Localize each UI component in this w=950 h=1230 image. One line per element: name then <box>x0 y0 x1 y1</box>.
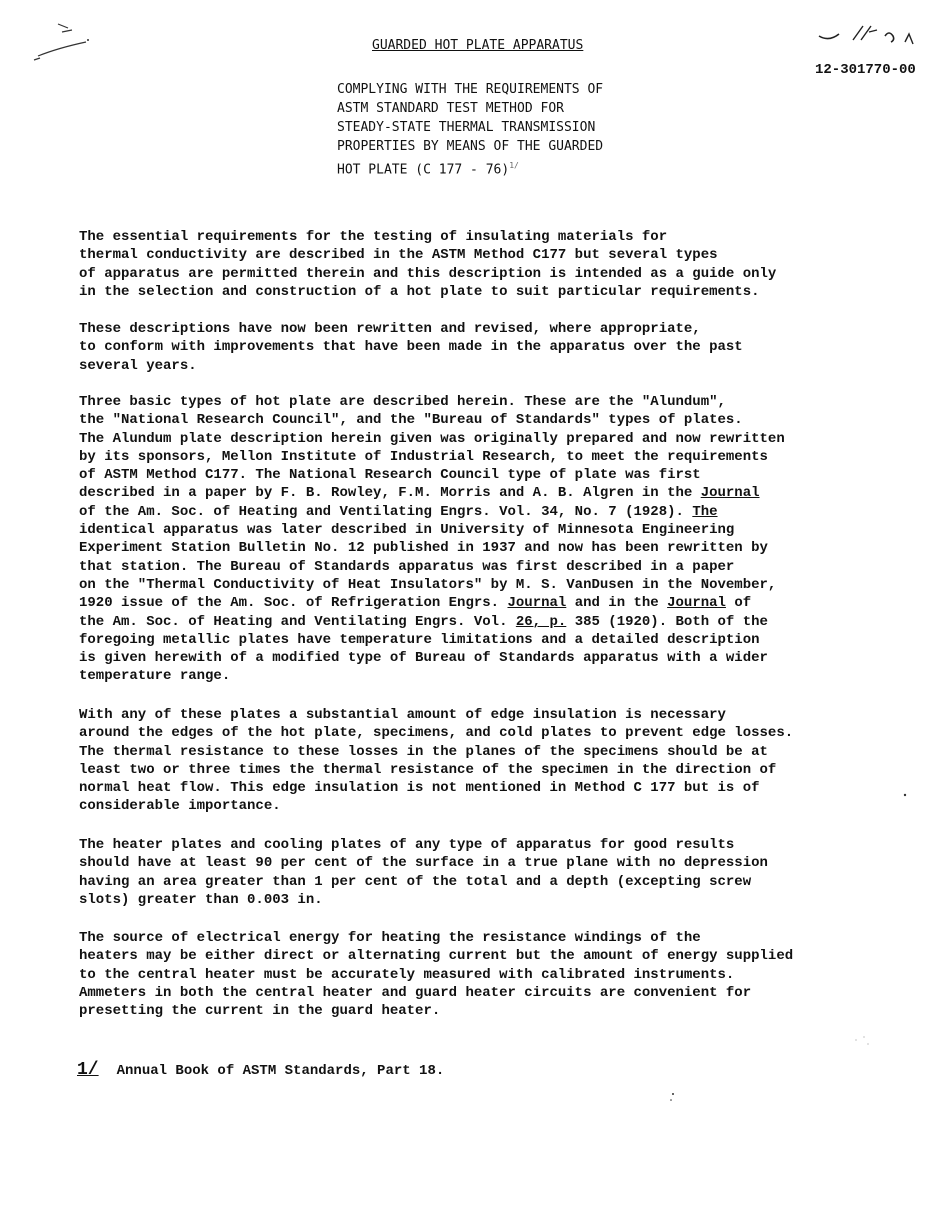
paragraph-line: thermal conductivity are described in the ASTM Method C177 but several types <box>79 247 718 264</box>
paragraph-line: heaters may be either direct or alternating current but the amount of energy supplied <box>79 948 794 965</box>
paragraph-line: around the edges of the hot plate, specimens, and cold plates to prevent edge losses. <box>79 725 794 742</box>
paragraph-line: the "National Research Council", and the "Bureau of Standards" types of plates. <box>79 412 743 429</box>
paragraph-line: temperature range. <box>79 668 231 685</box>
paragraph-line: considerable importance. <box>79 798 281 815</box>
paragraph-line: of the Am. Soc. of Heating and Ventilating Engrs. Vol. 34, No. 7 (1928). The <box>79 503 718 520</box>
paragraph-line: The heater plates and cooling plates of any type of apparatus for good results <box>79 837 735 853</box>
underlined-reference: Journal <box>507 595 567 612</box>
paragraph-line: should have at least 90 per cent of the surface in a true plane with no depression <box>79 855 768 872</box>
footnote-text: Annual Book of ASTM Standards, Part 18. <box>116 1063 445 1079</box>
paragraph-line: is given herewith of a modified type of Bureau of Standards apparatus with a wider <box>79 650 768 667</box>
paragraph-line: With any of these plates a substantial amount of edge insulation is necessary <box>79 707 726 723</box>
subtitle-footnote-mark: 1/ <box>509 161 519 170</box>
scan-speck <box>900 790 910 800</box>
subtitle-line: STEADY-STATE THERMAL TRANSMISSION <box>337 120 596 135</box>
paragraph-line: several years. <box>79 357 197 374</box>
paragraph-line: These descriptions have now been rewritten and revised, where appropriate, <box>79 321 701 337</box>
underlined-reference: Journal <box>700 485 760 502</box>
paragraph-line: to the central heater must be accurately measured with calibrated instruments. <box>79 966 735 983</box>
paragraph-5 <box>79 836 879 909</box>
paragraph-2 <box>79 320 879 375</box>
paragraph-line: in the selection and construction of a hot plate to suit particular requirements. <box>79 283 760 300</box>
paragraph-1 <box>79 228 879 301</box>
stray-pen-mark <box>28 18 98 66</box>
subtitle-line: ASTM STANDARD TEST METHOD FOR <box>337 101 564 116</box>
paragraph-line: that station. The Bureau of Standards apparatus was first described in a paper <box>79 558 735 575</box>
paragraph-line: on the "Thermal Conductivity of Heat Insulators" by M. S. VanDusen in the November, <box>79 576 777 593</box>
subtitle-line-text: HOT PLATE (C 177 - 76) <box>337 162 510 178</box>
document-number: 12-301770-00 <box>815 62 916 78</box>
paragraph-line: The Alundum plate description herein given was originally prepared and now rewritten <box>79 430 785 447</box>
paragraph-line: normal heat flow. This edge insulation is not mentioned in Method C 177 but is of <box>79 780 760 797</box>
scan-speck <box>668 1090 678 1104</box>
paragraph-line: foregoing metallic plates have temperature limitations and a detailed description <box>79 631 760 648</box>
paragraph-line: The thermal resistance to these losses in the planes of the specimens should be at <box>79 743 768 760</box>
underlined-reference: The <box>692 503 718 520</box>
paragraph-4 <box>79 706 879 816</box>
handwritten-initials <box>815 18 925 54</box>
subtitle-line <box>337 156 603 179</box>
paragraph-line: Three basic types of hot plate are described herein. These are the "Alundum", <box>79 394 726 410</box>
paragraph-line: identical apparatus was later described in University of Minnesota Engineering <box>79 522 735 539</box>
subtitle-line: PROPERTIES BY MEANS OF THE GUARDED <box>337 139 604 154</box>
paragraph-line: least two or three times the thermal resistance of the specimen in the direction of <box>79 761 777 778</box>
paragraph-line: 1920 issue of the Am. Soc. of Refrigeration Engrs. Journal and in the Journal of <box>79 595 752 612</box>
paragraph-line: described in a paper by F. B. Rowley, F.M. Morris and A. B. Algren in the Journal <box>79 485 760 502</box>
paragraph-line: slots) greater than 0.003 in. <box>79 891 323 908</box>
footnote-mark: 1/ <box>77 1060 99 1080</box>
paragraph-line: to conform with improvements that have been made in the apparatus over the past <box>79 339 743 356</box>
paragraph-line: The source of electrical energy for heating the resistance windings of the <box>79 930 701 946</box>
paragraph-3 <box>79 393 879 686</box>
paragraph-line: by its sponsors, Mellon Institute of Industrial Research, to meet the requirements <box>79 448 768 465</box>
scan-speck <box>852 1034 872 1048</box>
paragraph-line: having an area greater than 1 per cent of the total and a depth (excepting screw <box>79 873 752 890</box>
paragraph-line: presetting the current in the guard heater. <box>79 1003 441 1020</box>
underlined-reference: 26, p. <box>515 613 567 630</box>
document-subtitle <box>337 80 603 179</box>
paragraph-line: of apparatus are permitted therein and this description is intended as a guide only <box>79 265 777 282</box>
paragraph-6 <box>79 929 879 1020</box>
paragraph-line: The essential requirements for the testing of insulating materials for <box>79 229 668 245</box>
paragraph-line: Experiment Station Bulletin No. 12 published in 1937 and now has been rewritten by <box>79 540 768 557</box>
paragraph-line: the Am. Soc. of Heating and Ventilating Engrs. Vol. 26, p. 385 (1920). Both of the <box>79 613 768 630</box>
subtitle-line: COMPLYING WITH THE REQUIREMENTS OF <box>337 82 604 97</box>
document-title: GUARDED HOT PLATE APPARATUS <box>372 38 584 53</box>
underlined-reference: Journal <box>667 595 726 612</box>
footnote <box>77 1060 444 1080</box>
paragraph-line: Ammeters in both the central heater and guard heater circuits are convenient for <box>79 984 752 1001</box>
paragraph-line: of ASTM Method C177. The National Research Council type of plate was first <box>79 467 701 484</box>
